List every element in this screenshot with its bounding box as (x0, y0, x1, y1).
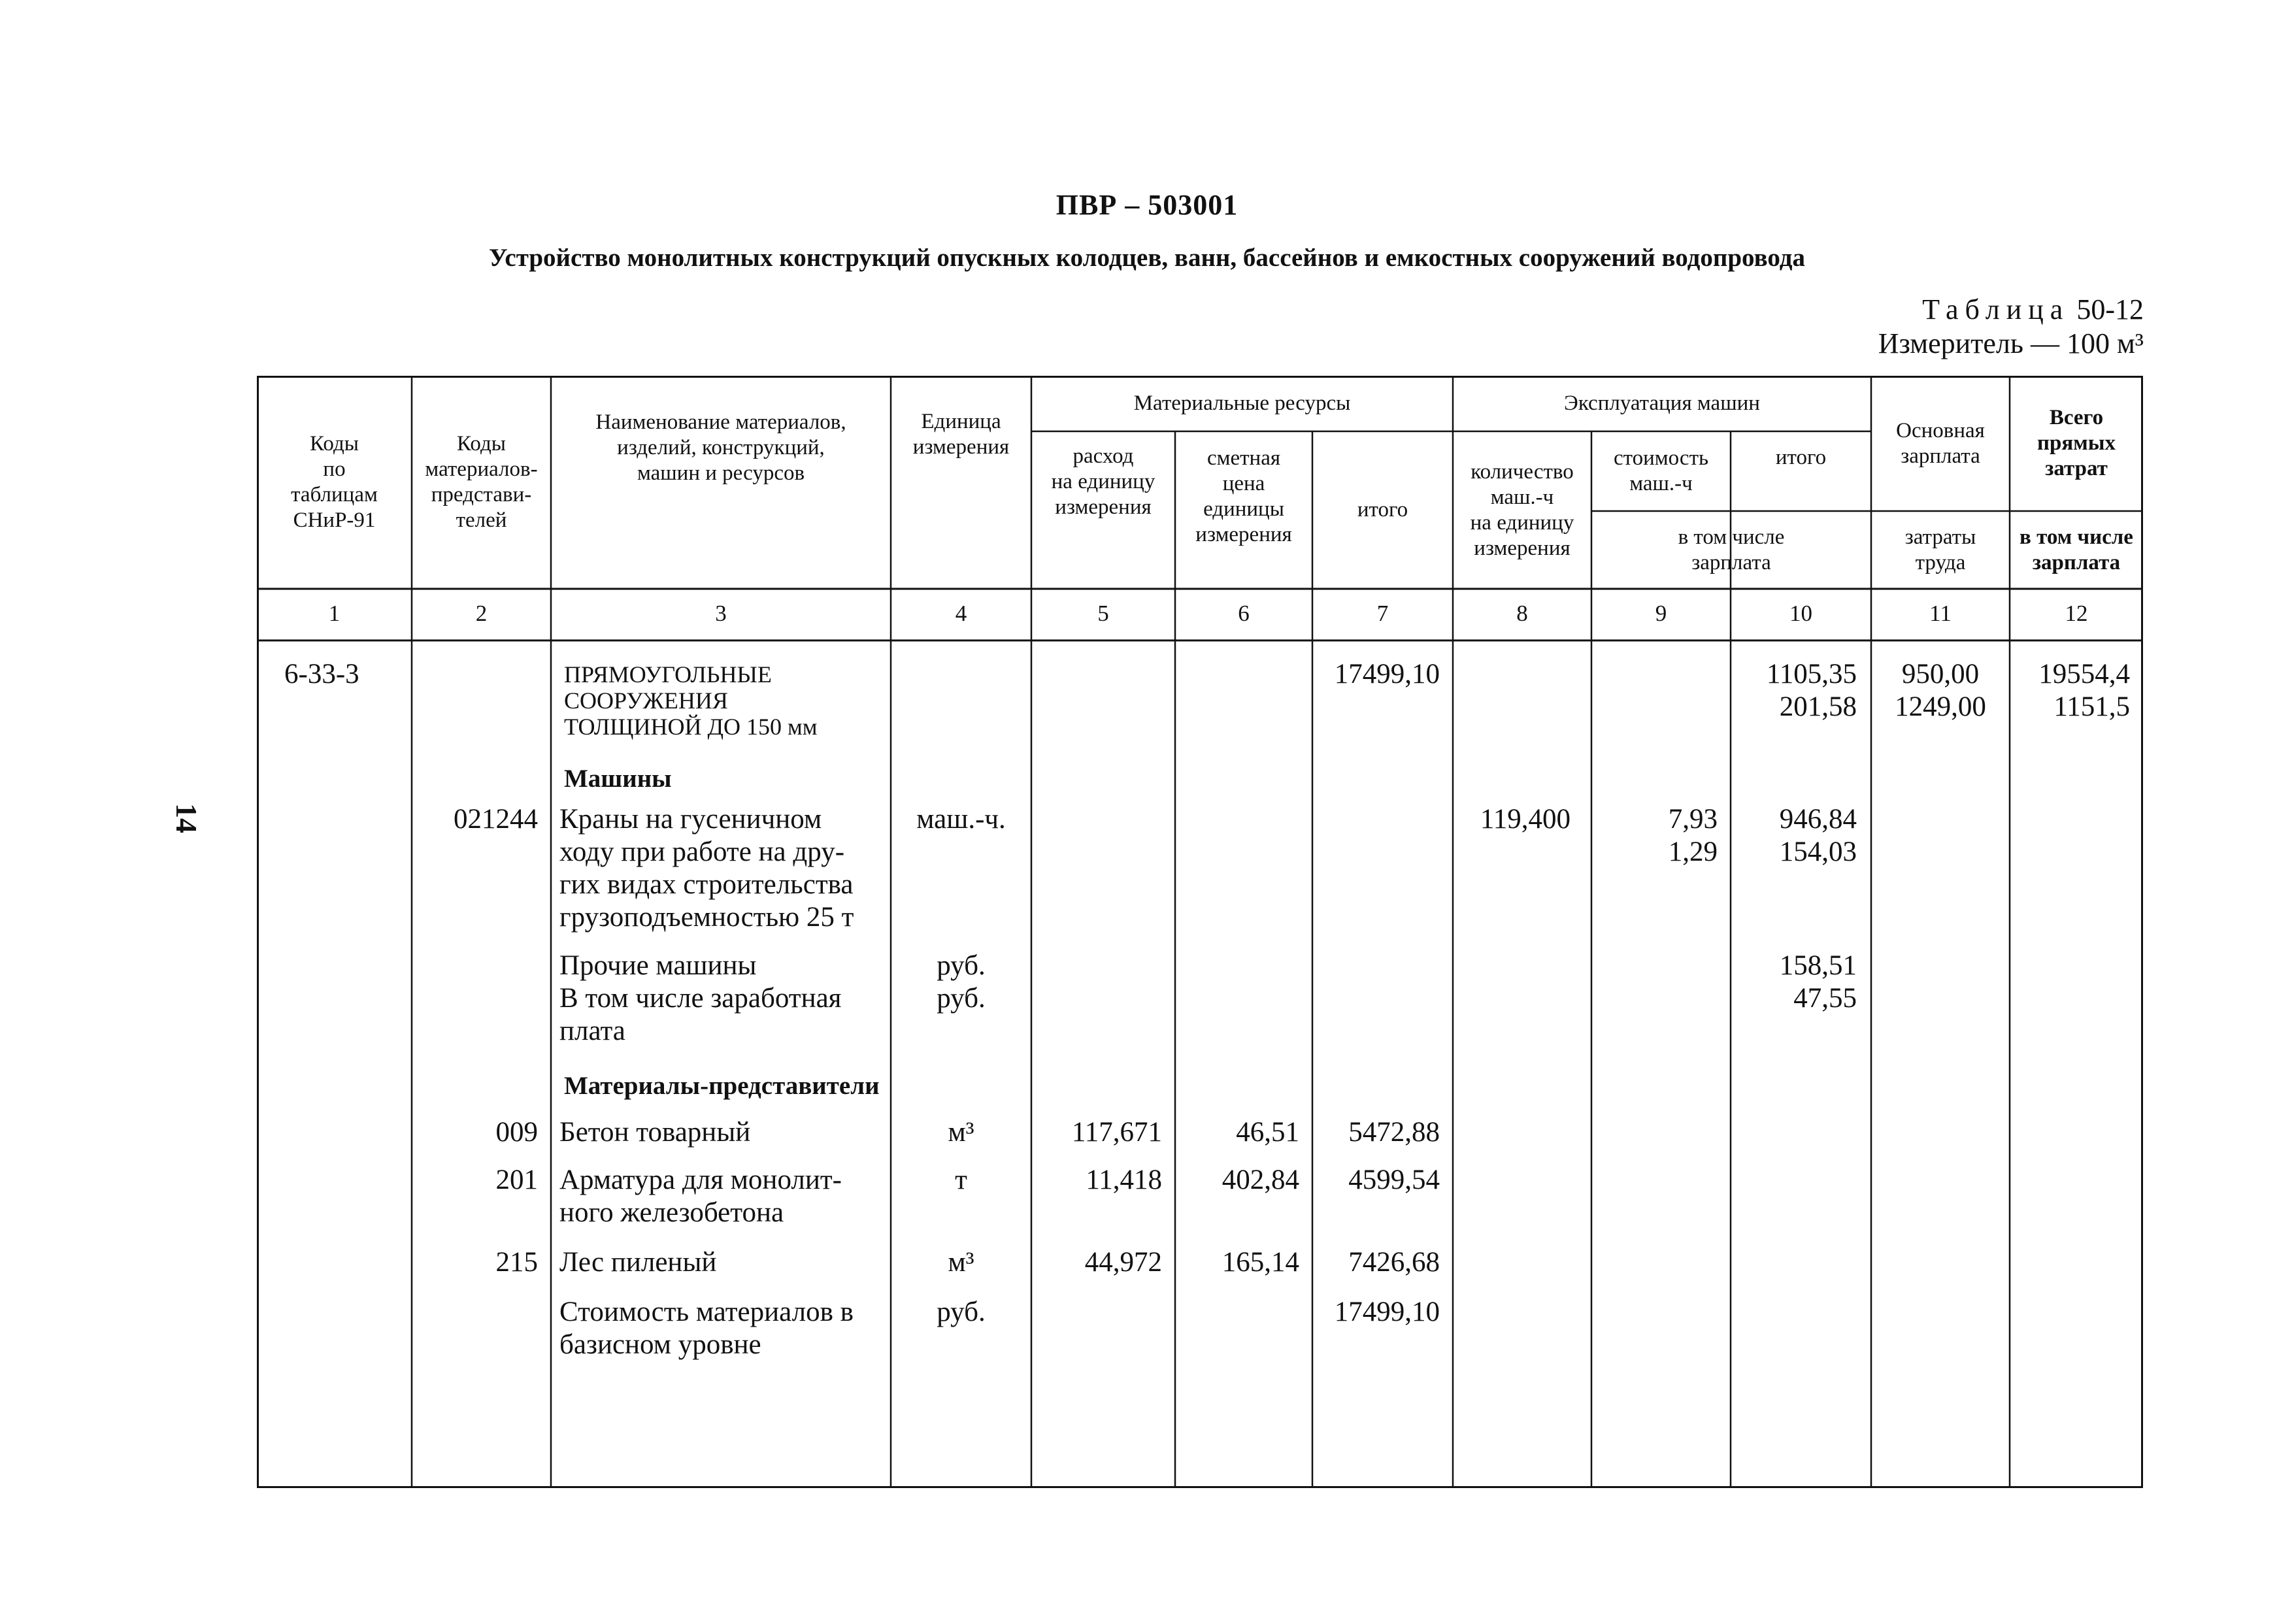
crane-price: 7,93 1,29 (1668, 804, 1718, 867)
section-materials: Материалы-представители (564, 1072, 880, 1100)
material-unit: м³ (948, 1117, 974, 1148)
crane-name: Краны на гусеничном ходу при работе на дру- гих видах строительства грузоподъемностью 25 т (559, 804, 854, 933)
column-number: 4 (955, 601, 967, 626)
table-number: 50-12 (2076, 293, 2144, 325)
header-material-codes: Коды материалов- представи- телей (425, 432, 538, 532)
table-caption (1878, 293, 2144, 361)
material-name: Лес пиленый (559, 1247, 717, 1278)
column-number: 5 (1097, 601, 1109, 626)
direct-total-value: 19554,4 1151,5 (2038, 659, 2130, 722)
header-machine-operation: Эксплуатация машин (1564, 391, 1760, 415)
materials-cost-total: 17499,10 (1334, 1297, 1440, 1327)
other-machines-units: руб. руб. (937, 950, 986, 1014)
column-number: 1 (328, 601, 341, 626)
material-total: 5472,88 (1348, 1117, 1440, 1148)
column-number: 7 (1376, 601, 1389, 626)
measure-unit: Измеритель — 100 м³ (1878, 327, 2144, 359)
header-machines-salary: в том числе зарплата (1678, 525, 1785, 574)
column-number: 10 (1789, 601, 1812, 626)
material-name: Бетон товарный (559, 1117, 751, 1148)
header-machines-total: итого (1775, 445, 1827, 469)
header-material-resources: Материальные ресурсы (1133, 391, 1351, 415)
material-unit: м³ (948, 1247, 974, 1278)
header-consumption: расход на единицу измерения (1051, 444, 1155, 519)
material-total: 7426,68 (1348, 1247, 1440, 1278)
material-price: 402,84 (1222, 1165, 1299, 1195)
materials-cost-unit: руб. (937, 1297, 986, 1327)
column-number: 3 (715, 601, 727, 626)
page-number: 14 (170, 803, 203, 833)
column-number: 11 (1929, 601, 1952, 626)
header-resource-name: Наименование материалов, изделий, конструкций, машин и ресурсов (595, 410, 846, 485)
column-number: 9 (1655, 601, 1667, 626)
materials-total-value: 17499,10 (1334, 659, 1440, 689)
material-qty: 117,671 (1071, 1117, 1162, 1148)
header-direct-costs: Всего прямых затрат (2037, 406, 2116, 480)
material-code: 201 (495, 1165, 538, 1195)
material-price: 165,14 (1222, 1247, 1299, 1278)
material-price: 46,51 (1236, 1117, 1299, 1148)
header-unit-price: сметная цена единицы измерения (1195, 446, 1292, 546)
cost-table (257, 376, 2143, 1488)
column-number: 6 (1238, 601, 1250, 626)
header-materials-total: итого (1357, 498, 1408, 522)
table-label: Таблица (1922, 293, 2070, 325)
crane-total: 946,84 154,03 (1779, 804, 1857, 867)
material-code: 215 (495, 1247, 538, 1278)
column-number: 2 (475, 601, 488, 626)
material-total: 4599,54 (1348, 1165, 1440, 1195)
machines-total-value: 1105,35 201,58 (1766, 659, 1857, 722)
header-unit: Единица измерения (912, 410, 1010, 459)
column-number: 12 (2065, 601, 2088, 626)
header-labor-costs: затраты труда (1904, 525, 1976, 574)
section-machines: Машины (564, 765, 672, 793)
page-subtitle: Устройство монолитных конструкций опускных колодцев, ванн, бассейнов и емкостных сооружений водопровода (489, 244, 1805, 272)
material-name: Арматура для монолит- ного железобетона (559, 1165, 842, 1228)
material-code: 009 (495, 1117, 538, 1148)
page-title: ПВР – 503001 (1056, 189, 1238, 221)
crane-code: 021244 (454, 804, 538, 835)
material-qty: 11,418 (1086, 1165, 1162, 1195)
header-main-salary: Основная зарплата (1896, 418, 1985, 468)
crane-unit: маш.-ч. (916, 804, 1006, 835)
work-name: ПРЯМОУГОЛЬНЫЕ СООРУЖЕНИЯ ТОЛЩИНОЙ ДО 150 мм (564, 661, 818, 740)
materials-cost-name: Стоимость материалов в базисном уровне (559, 1297, 854, 1360)
table-code: 6-33-3 (284, 659, 359, 689)
header-machine-hours: количество маш.-ч на единицу измерения (1470, 459, 1574, 560)
material-qty: 44,972 (1084, 1247, 1162, 1278)
other-machines-name: Прочие машины В том числе заработная плата (559, 950, 842, 1046)
column-number: 8 (1516, 601, 1528, 626)
header-direct-salary: в том числе зарплата (2020, 525, 2133, 574)
header-table-codes: Коды по таблицам СНиР-91 (291, 432, 378, 532)
material-unit: т (955, 1165, 967, 1195)
header-machine-hour-cost: стоимость маш.-ч (1613, 446, 1709, 495)
main-salary-value: 950,00 1249,00 (1895, 659, 1986, 722)
crane-qty: 119,400 (1480, 804, 1571, 835)
other-machines-total: 158,51 47,55 (1779, 950, 1857, 1014)
